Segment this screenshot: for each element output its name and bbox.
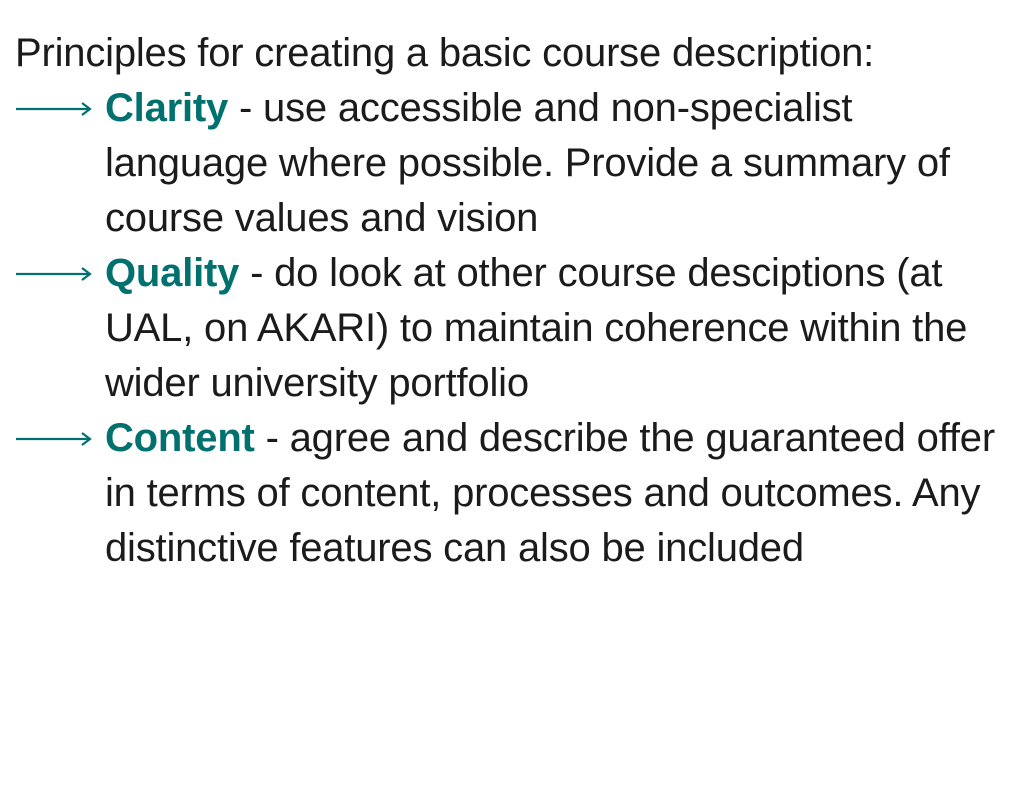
principle-description: - do look at other course desciptions (at UAL, on AKARI) to maintain coherence within the wider university portfolio xyxy=(105,251,968,405)
arrow-right-icon xyxy=(15,411,105,466)
principle-term: Quality xyxy=(105,251,240,295)
principle-description: - agree and describe the guaranteed offer in terms of content, processes and outcomes. Any distinctive features can also be included xyxy=(105,416,995,570)
arrow-right-icon xyxy=(15,246,105,301)
principle-text xyxy=(105,246,1010,411)
principle-text xyxy=(105,81,1010,246)
principle-term: Content xyxy=(105,416,255,460)
principle-term: Clarity xyxy=(105,86,229,130)
principle-description: - use accessible and non-specialist language where possible. Provide a summary of course values and vision xyxy=(105,86,950,240)
course-description-principles xyxy=(15,26,1010,576)
arrow-right-icon xyxy=(15,81,105,136)
principle-text xyxy=(105,411,1010,576)
principle-item-content xyxy=(15,411,1010,576)
principle-item-clarity xyxy=(15,81,1010,246)
intro-heading: Principles for creating a basic course description: xyxy=(15,31,875,75)
principles-list xyxy=(15,81,1010,576)
principle-item-quality xyxy=(15,246,1010,411)
